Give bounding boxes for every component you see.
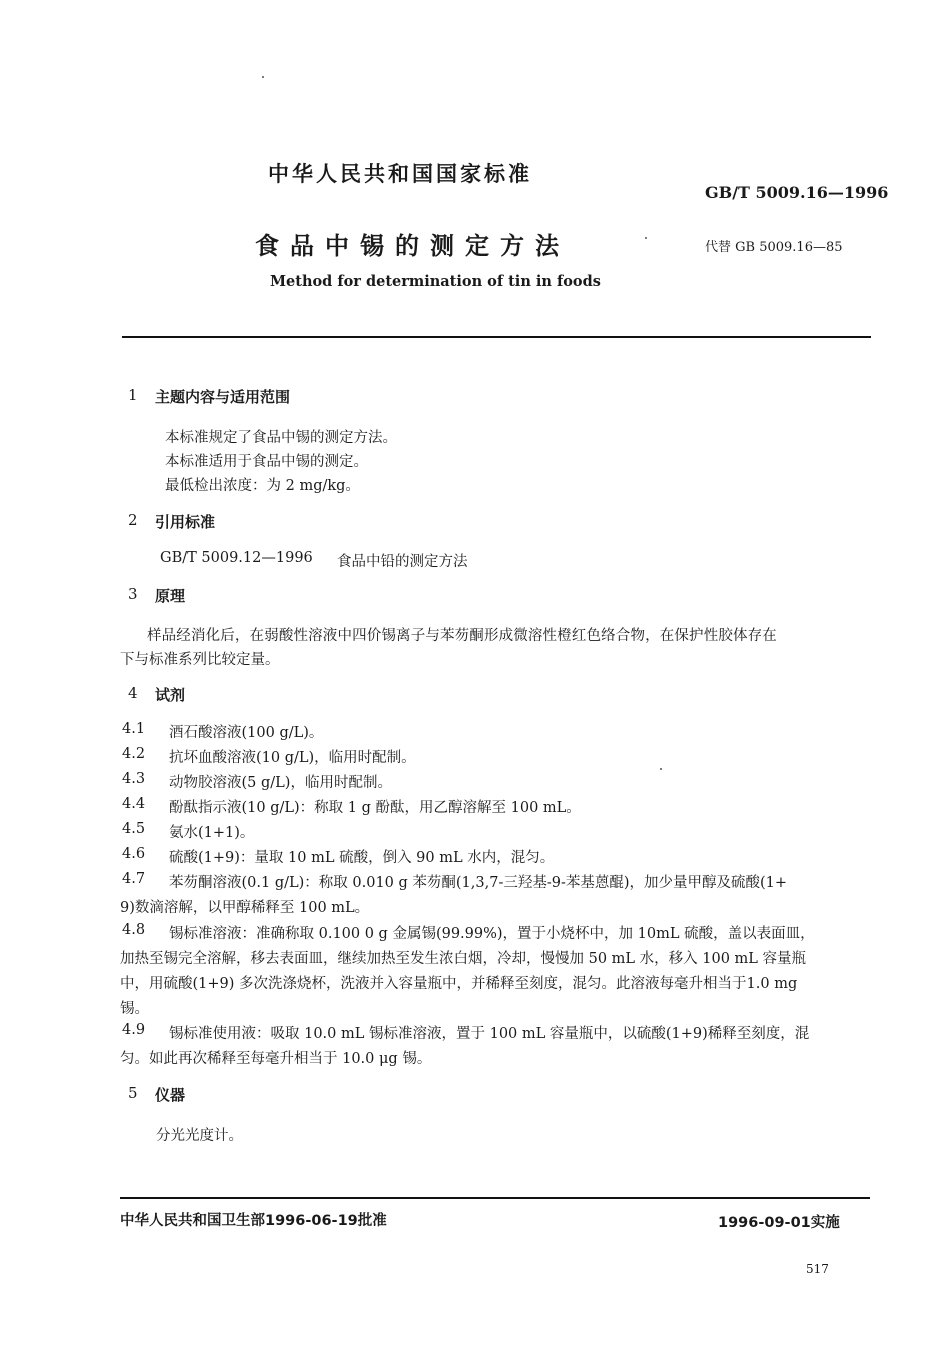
section-number: 3	[128, 585, 138, 603]
replaces-note: 代替 GB 5009.16—85	[705, 240, 843, 255]
item-text-continuation: 9)数滴溶解，以甲醇稀释至 100 mL。	[120, 900, 370, 916]
item-text: 抗坏血酸溶液(10 g/L)，临用时配制。	[169, 750, 416, 766]
header-rule	[122, 336, 871, 338]
section-number: 1	[128, 386, 138, 404]
item-text-continuation: 中，用硫酸(1+9) 多次洗涤烧杯，洗液并入容量瓶中，并稀释至刻度，混匀。此溶液每毫升相当于1.0 mg	[120, 976, 798, 992]
section-title: 引用标准	[155, 513, 216, 531]
reference-code: GB/T 5009.12—1996	[160, 550, 313, 566]
item-text: 酒石酸溶液(100 g/L)。	[169, 725, 324, 741]
paragraph: 样品经消化后，在弱酸性溶液中四价锡离子与苯芴酮形成微溶性橙红色络合物，在保护性胶体存在	[147, 628, 777, 644]
item-text-continuation: 匀。如此再次稀释至每毫升相当于 10.0 μg 锡。	[120, 1051, 432, 1067]
item-number: 4.9	[122, 1022, 146, 1038]
paragraph: 本标准适用于食品中锡的测定。	[165, 454, 368, 470]
item-number: 4.5	[122, 821, 146, 837]
item-text: 锡标准溶液：准确称取 0.100 0 g 金属锡(99.99%)，置于小烧杯中，加 10mL 硫酸，盖以表面皿，	[169, 926, 815, 942]
effective-date: 1996-09-01实施	[718, 1215, 840, 1231]
item-text-continuation: 锡。	[120, 1001, 149, 1017]
scan-speck	[262, 76, 264, 78]
section-title: 仪器	[155, 1086, 186, 1104]
item-number: 4.1	[122, 721, 146, 737]
scan-speck	[660, 768, 662, 770]
section-title: 原理	[155, 587, 186, 605]
paragraph-continuation: 下与标准系列比较定量。	[120, 652, 280, 668]
section-title: 试剂	[155, 686, 186, 704]
section-number: 5	[128, 1084, 138, 1102]
reference-title: 食品中铅的测定方法	[337, 554, 468, 570]
paragraph: 最低检出浓度：为 2 mg/kg。	[165, 478, 360, 494]
section-title: 主题内容与适用范围	[155, 388, 291, 406]
item-text: 氨水(1+1)。	[169, 825, 255, 841]
paragraph: 本标准规定了食品中锡的测定方法。	[165, 430, 397, 446]
section-number: 4	[128, 684, 138, 702]
item-text: 动物胶溶液(5 g/L)，临用时配制。	[169, 775, 392, 791]
item-number: 4.6	[122, 846, 146, 862]
item-text: 锡标准使用液：吸取 10.0 mL 锡标准溶液，置于 100 mL 容量瓶中，以硫酸(1+9)稀释至刻度，混	[169, 1026, 810, 1042]
national-standard-heading: 中华人民共和国国家标准	[268, 162, 532, 186]
document-title: 食品中锡的测定方法	[255, 232, 570, 260]
item-text: 硫酸(1+9)：量取 10 mL 硫酸，倒入 90 mL 水内，混匀。	[169, 850, 555, 866]
item-number: 4.8	[122, 922, 146, 938]
footer-rule	[120, 1197, 870, 1199]
standard-code: GB/T 5009.16—1996	[705, 183, 889, 202]
item-text: 苯芴酮溶液(0.1 g/L)：称取 0.010 g 苯芴酮(1,3,7-三羟基-9-苯基蒽醌)，加少量甲醇及硫酸(1+	[169, 875, 788, 891]
item-text-continuation: 加热至锡完全溶解，移去表面皿，继续加热至发生浓白烟，冷却，慢慢加 50 mL 水，移入 100 mL 容量瓶	[120, 951, 807, 967]
item-number: 4.7	[122, 871, 146, 887]
english-title: Method for determination of tin in foods	[270, 273, 601, 290]
section-number: 2	[128, 511, 138, 529]
item-number: 4.2	[122, 746, 146, 762]
item-number: 4.4	[122, 796, 146, 812]
scan-speck	[645, 237, 647, 239]
item-number: 4.3	[122, 771, 146, 787]
page-number: 517	[806, 1262, 829, 1276]
item-text: 酚酞指示液(10 g/L)：称取 1 g 酚酞，用乙醇溶解至 100 mL。	[169, 800, 581, 816]
paragraph: 分光光度计。	[156, 1128, 243, 1144]
approval-line: 中华人民共和国卫生部1996-06-19批准	[120, 1213, 387, 1229]
